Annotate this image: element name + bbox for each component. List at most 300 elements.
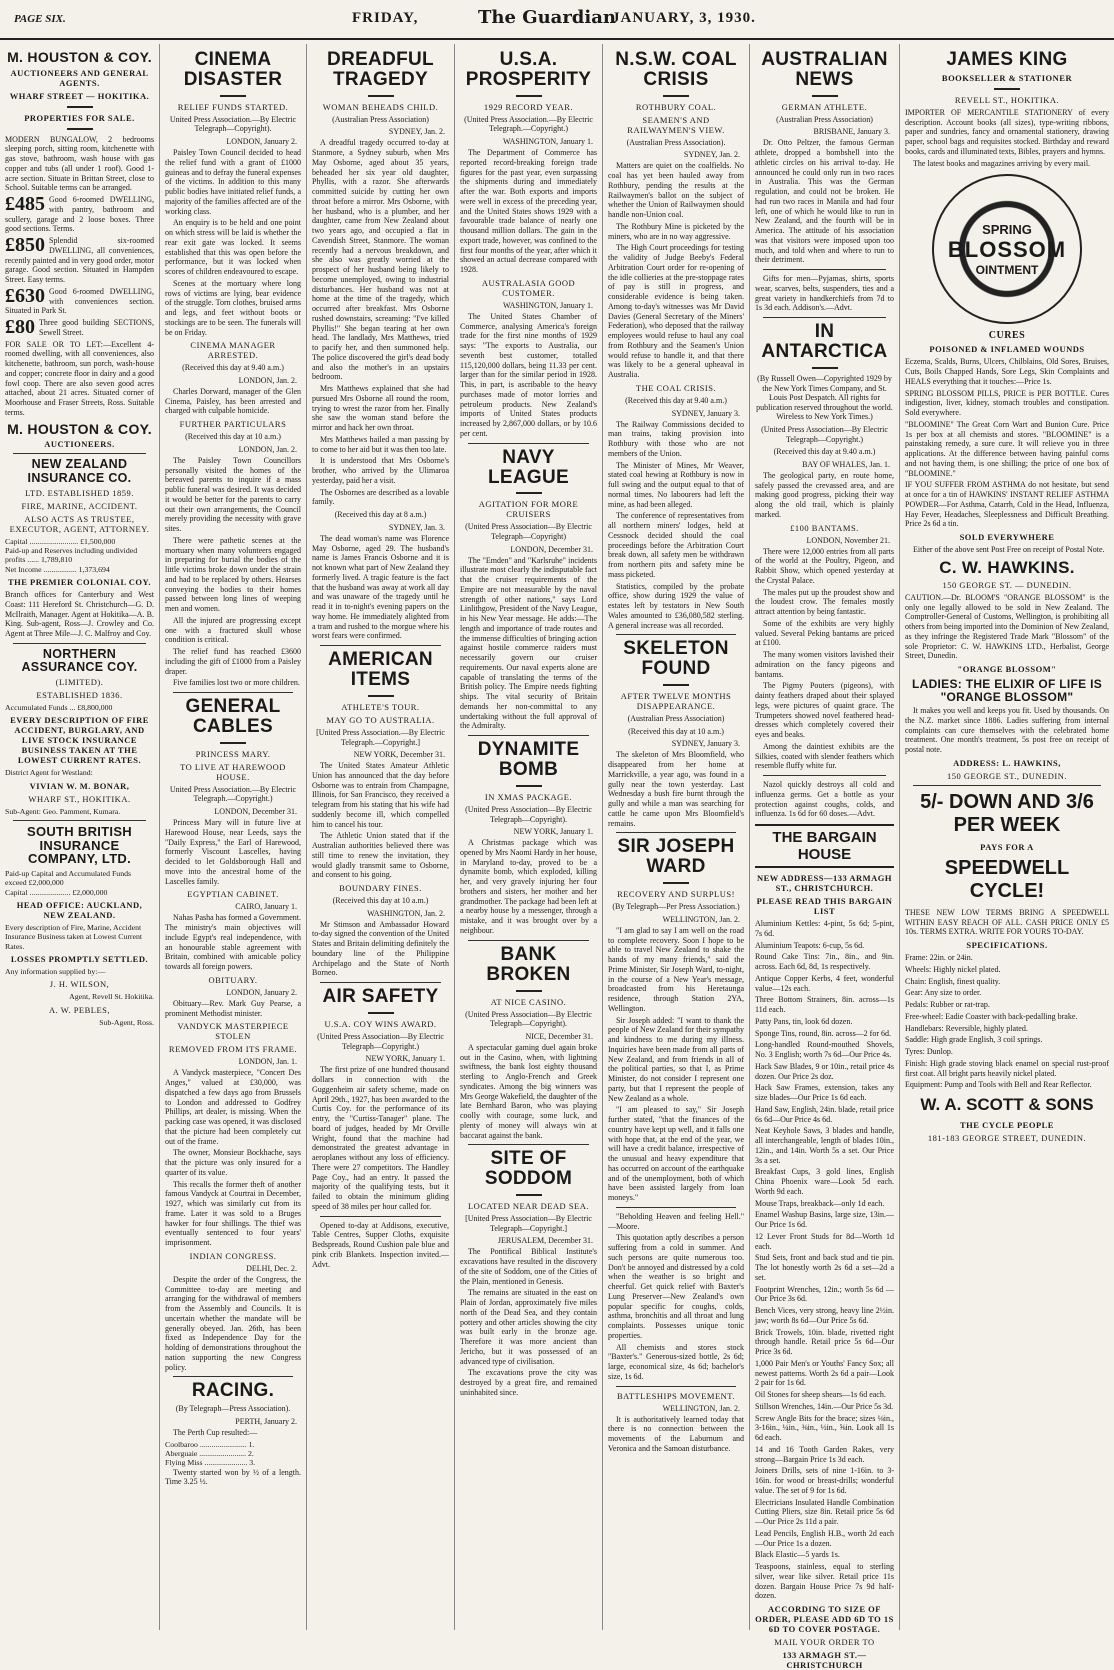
subhead: AUSTRALASIA GOOD CUSTOMER. xyxy=(481,277,576,298)
divider xyxy=(220,95,246,97)
dateline: BAY OF WHALES, Jan. 1. xyxy=(802,459,890,469)
headline-usa-prosperity: U.S.A. PROSPERITY xyxy=(465,49,592,90)
bargain-item: Aluminium Teapots: 6-cup, 5s 6d. xyxy=(755,940,865,950)
article-text: Mr Stimson and Ambassador Howard to-day signed the convention of the United States and Britain delimiting definitely the boundary line of the Philippine Archipelago and the State of North Borneo. xyxy=(312,919,449,978)
bargain-item: 12 Lever Front Studs for 8d—Worth 1d each. xyxy=(755,1231,894,1251)
subhead: THE COAL CRISIS. xyxy=(635,382,717,393)
bargain-item: Mouse Traps, breakback—only 1d each. xyxy=(755,1198,885,1208)
article-text: This recalls the former theft of another famous Vandyck at Courtrai in December, 1927, which was similarly cut from its frame. Later it was sold to a Bruges hawker for four shillings. The thief was eventually sentenced to four years' imprisonment. xyxy=(165,1179,301,1248)
dateline: SYDNEY, Jan. 3. xyxy=(388,522,445,532)
article-text: The geological party, en route home, safely passed the crevassed area, and are making good progress, picking their way along the old trail, which is plainly marked. xyxy=(755,470,894,519)
divider xyxy=(663,684,689,686)
south-british-agent1b: Agent, Revell St. Hokitika. xyxy=(69,992,154,1002)
specifications-heading: SPECIFICATIONS. xyxy=(966,940,1048,951)
article-text: Mrs Matthews explained that she had pursued Mrs Osborne all round the room, trying to wrest the razor from her. Finally she saw the woman stand before the mirror and hack her own throat. xyxy=(312,384,449,433)
james-king-text: IMPORTER OF MERCANTILE STATIONERY of every description. Account books (all sizes), type-writing ribbons, paper and sundries, fancy and ornamental stationery, drawing paper, school bags and requisites stocked. Birthday and reward books, cards and illuminated texts, Bibles, prayers and hymns. xyxy=(905,107,1109,156)
credit: (Received this day at 9.40 a.m.) xyxy=(625,395,727,405)
divider xyxy=(812,367,838,369)
article-text: The Minister of Mines, Mr Weaver, stated coal hewing at Rothbury is now in full swing and the output equal to that of normal times. No labourers had left the mine, as had been alleged. xyxy=(608,460,744,509)
divider xyxy=(220,742,246,744)
headline-australian-news: AUSTRALIAN NEWS xyxy=(761,49,888,90)
dateline: SYDNEY, January 3. xyxy=(671,408,740,418)
credit: (Australian Press Association) xyxy=(332,114,429,124)
divider xyxy=(13,643,146,644)
cycle-text: THESE NEW LOW TERMS BRING A SPEEDWELL WITHIN EASY REACH OF ALL. CASH PRICE ONLY £5 10s. TERMS EXTRA. WRITE FOR YOURS TO-DAY. xyxy=(905,907,1109,937)
headline-cinema-disaster: CINEMA DISASTER xyxy=(183,49,283,90)
orange-blossom: "ORANGE BLOSSOM" xyxy=(957,664,1057,675)
credit: (United Press Association—By Electric Telegraph—Copyright). xyxy=(465,805,592,824)
article-text: Charles Dorward, manager of the Glen Cinema, Paisley, has been arrested and charged with culpable homicide. xyxy=(165,386,301,416)
subhead: AFTER TWELVE MONTHS DISAPPEARANCE. xyxy=(620,691,732,712)
article-text: The Railway Commissions decided to man trains, taking provision into Rothbury with those who are not members of the Union. xyxy=(608,419,744,458)
article-text: The Paisley Town Councillors personally visited the homes of the bereaved parents to inquire if a mass public funeral was desired. It was decided it would be better for the parents to carry out their own arrangements, the Council merely providing the necessity with grave sites. xyxy=(165,455,301,533)
article-text: Paisley Town Council decided to head the relief fund with a grant of £1000 guineas and to defray the funeral expenses of the victims. In addition to this many public bodies have initiated relief funds, a majority of the families affected are of the working class. xyxy=(165,148,301,216)
article-text: The excavations prove the city was destroyed by a great fire, and remained uninhabited since. xyxy=(460,1368,597,1397)
dateline: LONDON, Jan. 2. xyxy=(238,375,297,385)
credit: United Press Association.—By Electric Telegraph.—Copyright.) xyxy=(169,784,297,804)
subhead: GERMAN ATHLETE. xyxy=(781,101,868,112)
divider xyxy=(763,775,886,776)
hawkins-name: C. W. HAWKINS. xyxy=(939,557,1075,577)
article-text: The United States Chamber of Commerce, analysing America's foreign trade for the first nine months of 1929 says: "The exports to Australia, our seventh best customer, totalled 115,120,000 dollars, being 11.33 per cent. larger than for the similar period in 1928. This, in part, is ascribable to the heavy purchases made of motor lorries and petroleum products. New Zealand's imports of United States products increased by 2,867,000 dollars, or by 10.6 per cent. xyxy=(460,311,597,438)
subhead: AGITATION FOR MORE CRUISERS xyxy=(478,499,579,520)
newspaper-title: The Guardian xyxy=(478,7,616,28)
subhead: BATTLESHIPS MOVEMENT. xyxy=(616,1390,735,1401)
northern-assurance-agent-name: VIVIAN W. M. BONAR, xyxy=(29,780,130,791)
logo-text: SPRING xyxy=(982,221,1032,237)
article-text: "I am glad to say I am well on the road to complete recovery. Soon I hope to be able to travel New Zealand to shake the hands of my many friends," said the Prime Minister, Sir Joseph Ward, to-night, in the course of a New Year's message, broadcasted from his Heretaunga residence, through Station 2YA, Wellington. xyxy=(608,925,744,1013)
article-text: Scenes at the mortuary where long rows of victims are lying, bear evidence of the struggle. Torn clothes, bruised arms and legs, and feet without boots or stockings are to be seen. The funerals will be on Friday. xyxy=(165,278,301,337)
credit: (Received this day at 8 a.m.) xyxy=(334,510,427,520)
divider xyxy=(13,453,146,454)
divider xyxy=(994,88,1020,90)
credit: (By Telegraph—Press Association). xyxy=(175,1404,291,1414)
bargain-item: Joiners Drills, sets of nine 1-16in. to 3-16in. for wood or breast-drills; wonderful value. The set of 9 for 1s 6d. xyxy=(755,1466,894,1495)
article-text: Statistics, compiled by the probate office, show during 1929 the value of estates left by testators in New South Wales amounted to £36,080,582 sterling. A general increase was all recorded. xyxy=(608,581,744,630)
baxters-advert: All chemists and stores stock "Baxter's." Generous-sized bottle, 2s 6d; large, economical size, 4s 6d; bachelor's size, 1s 6d. xyxy=(608,1342,744,1381)
article-text: The owner, Monsieur Bockhache, says that the picture was only insured for a quarter of its value. xyxy=(165,1148,301,1177)
bargain-item: Antique Copper Kerbs, 4 feet, wonderful value—12s each. xyxy=(755,973,894,993)
property-for-sale-or-let: FOR SALE OR TO LET:—Excellent 4-roomed dwelling, with all conveniences, also kitchenette, bathroom, sun porch, wash-house and copper; concrete floor in dairy and a good fowl coop. There are also seven good acres attached, about 21 acres. Situated corner of Moorhouse and Fraser Streets, Ross. Suitable terms. xyxy=(5,339,154,417)
asthma-text: IF YOU SUFFER FROM ASTHMA do not hesitate, but send at once for a tin of HAWKINS' INSTANT RELIEF ASTHMA POWDER—For Asthma, Catarrh, Cold in the Head, Influenza, Hay Fever, Headaches, Sleeplessness and Difficult Breathing. Price 2s 6d a tin. xyxy=(905,480,1109,529)
dateline: SYDNEY, January 3. xyxy=(671,739,740,749)
divider xyxy=(616,832,736,833)
pays-for: PAYS FOR A xyxy=(980,841,1034,852)
northern-assurance-heading: NORTHERN ASSURANCE COY. xyxy=(21,646,138,674)
article-text: It is understood that Mrs Osborne's brother, who arrived by the Ulimaroa yesterday, paid her a visit. xyxy=(312,456,449,485)
subhead: SEAMEN'S AND RAILWAYMEN'S VIEW. xyxy=(627,114,725,135)
houston-subheading: AUCTIONEERS AND GENERAL AGENTS. xyxy=(10,67,149,88)
bargain-item: Aluminium Kettles: 4-pint, 5s 6d; 5-pint, 7s 6d. xyxy=(755,919,894,938)
race-result: Aberguaie ........................ 2. xyxy=(165,1448,254,1458)
article-text: The many women visitors lavished their admiration on the fancy pigeons and bantams. xyxy=(755,650,894,679)
article-text: The relief fund has reached £3600 including the gift of £1000 from a Paisley draper. xyxy=(165,647,301,676)
south-british-capital: Capital ..................... £2,000,000 xyxy=(5,887,108,897)
bargain-item: 14 and 16 Tooth Garden Rakes, very strong—Bargain Price 1s 3d each. xyxy=(755,1444,894,1464)
divider xyxy=(516,785,542,787)
column-7-advertisements xyxy=(900,44,1114,1630)
article-text: The skeleton of Mrs Bloomfield, who disappeared from her home at Marrickville, a year ago, was found in a gully near the town yesterday. Last Wednesday a bush fire burnt through the gully and while a man was searching for cattle he came upon Mrs Bloomfield's remains. xyxy=(608,750,744,828)
subhead: FURTHER PARTICULARS xyxy=(179,419,287,430)
addisons-gifts-advert: Gifts for men—Pyjamas, shirts, sports wear, scarves, belts, suspenders, ties and a great variety in handkerchiefs from 7d to 1s 3d each. Addison's.—Advt. xyxy=(755,274,894,313)
hawkins-address: 150 GEORGE ST. — DUNEDIN. xyxy=(942,579,1072,590)
bloomine-text: "BLOOMINE" The Great Corn Wart and Bunion Cure. Price 1s per box at all chemists and stores. "BLOOMINE" is a painstaking remedy, a sure cure. It will relieve you in three applications. At the difference between having painful corns and not having them, is one shilling; the price of one box of "BLOOMINE." xyxy=(905,419,1109,478)
northern-assurance-ltd: (LIMITED). xyxy=(55,677,104,687)
article-text: Nahas Pasha has formed a Government. The ministry's main objectives will include Egypt's real independence, with an honourable stable agreement with Britain, combined with amicable policy towards all foreign powers. xyxy=(165,913,301,972)
divider xyxy=(616,1386,736,1387)
divider xyxy=(763,269,886,270)
credit: (United Press Association—By Electric Telegraph—Copyright) xyxy=(465,522,592,542)
nz-insurance-also: ALSO ACTS AS TRUSTEE, EXECUTOR, AGENT, ATTORNEY. xyxy=(9,513,150,534)
article-text: The Perth Cup resulted:— xyxy=(173,1427,258,1437)
article-text: A Vandyck masterpiece, "Concert Des Anges," valued at £30,000, was dispatched a few days ago from Brussels to London and addressed to Godfrey Phillips, art dealer, is missing. When the packing case was opened, it was disclosed that the picture had been completely cut out of the frame. xyxy=(165,1068,301,1146)
northern-assurance-sub: Sub-Agent: Geo. Pamment, Kumara. xyxy=(5,806,121,816)
article-text: Some of the exhibits are very highly valued. Several Peking bantams are priced at £100. xyxy=(755,618,894,648)
bargain-item: Three Bottom Strainers, 8in. across—1s 11d each. xyxy=(755,995,894,1015)
divider xyxy=(13,820,146,821)
credit: (Australian Press Association) xyxy=(776,114,873,124)
credit: (United Press Association—By Electric Telegraph—Copyright.) xyxy=(761,425,888,444)
subhead: ATHLETE'S TOUR. xyxy=(341,701,420,712)
article-text: The Athletic Union stated that if the Australian authorities believed there was still time to renew the invitation, they would gladly transmit same to Osborne, and consent to his going. xyxy=(312,831,449,880)
dateline: NICE, December 31. xyxy=(525,1031,593,1041)
bargain-item: Teaspoons, stainless, equal to sterling silver, wear like silver. Retail price 11s dozen. Bargain House Price 7s 9d half-dozen. xyxy=(755,1562,894,1601)
article-text: The Osbornes are described as a lovable family. xyxy=(312,487,449,507)
headline-skeleton-found: SKELETON FOUND xyxy=(623,638,729,680)
masthead-date: JANUARY, 3, 1930. xyxy=(612,10,756,26)
properties-heading: PROPERTIES FOR SALE. xyxy=(24,112,135,123)
article-text: The dead woman's name was Florence May Osborne, aged 29. The husband's name is James Francis Osborne and it is not known what part of New Zealand they formerly lived. A tragic feature is the fact that the husband was away at work all day and was unaware of the tragedy until he read it in to-night's evening papers on the way home. He immediately alighted from a tram and rushed to the morgue where his worst fears were confirmed. xyxy=(312,533,449,641)
dateline: BRISBANE, January 3. xyxy=(813,127,890,137)
james-king-text: The latest books and magazines arriving by every mail. xyxy=(913,158,1091,168)
credit: (United Press Association.—By Electric Telegraph.—Copyright.) xyxy=(464,114,593,134)
credit: (Received this day at 9.40 a.m.) xyxy=(773,447,876,457)
ladies-text: It makes you well and keeps you fit. Used by thousands. On the N.Z. market since 1886. Ladies suffering from internal complaints can cure themselves with the celebrated home treatment. One month's treatment, 5s post free on receipt of postal note. xyxy=(905,706,1109,755)
article-text: All the injured are progressing except one with a fractured skull whose condition is critical. xyxy=(165,615,301,645)
bargain-house-list-heading: PLEASE READ THIS BARGAIN LIST xyxy=(756,896,893,917)
credit: (Received this day at 10 a.m.) xyxy=(185,432,281,442)
spec-item: Pedals: Rubber or rat-trap. xyxy=(905,1000,990,1010)
spec-item: Equipment: Pump and Tools with Bell and Rear Reflector. xyxy=(905,1080,1092,1090)
dateline: SYDNEY, Jan. 2. xyxy=(683,150,740,160)
divider xyxy=(320,982,441,983)
credit: (By Telegraph—Per Press Association.) xyxy=(612,902,740,912)
bargain-item: Electricians Insulated Handle Combination Cutting Pliers, size 8in. Retail price 5s 6d—Our Price 2s 11d a pair. xyxy=(755,1497,894,1527)
property-850: £850 Splendid six-roomed DWELLING, all conveniences, recently painted and in very good order, motor garage. Good section. Situated in Hampden Street. Easy terms. xyxy=(5,234,154,285)
nz-insurance-heading: NEW ZEALAND INSURANCE CO. xyxy=(27,457,132,485)
headline-general-cables: GENERAL CABLES xyxy=(185,696,281,737)
bargain-item: Lead Pencils, English H.B., worth 2d each—Our Price 1s a dozen. xyxy=(755,1528,894,1548)
dateline: DELHI, Dec. 2. xyxy=(246,1263,297,1273)
article-text: Five families lost two or more children. xyxy=(173,678,300,688)
bargain-item: Bench Vices, very strong, heavy line 2½in. jaw; worth 8s 6d—Our Price 5s 6d. xyxy=(755,1306,894,1325)
baxters-advert: This quotation aptly describes a person suffering from a cold in summer. And such persons are quite numerous too. Don't be annoyed and distressed by a cold when the weather is so bright and cheerful. Get quick relief with Baxter's Lung Preserver—New Zealand's own popular specific for coughs, colds, asthma, bronchitis and all throat and lung complaints. Possesses unique tonic properties. xyxy=(608,1233,744,1340)
james-king-heading: JAMES KING xyxy=(946,49,1068,70)
cures-heading: CURES xyxy=(988,330,1026,342)
sold-everywhere: SOLD EVERYWHERE xyxy=(959,532,1055,543)
headline-bank-broken: BANK BROKEN xyxy=(486,943,571,985)
divider xyxy=(173,692,293,693)
subhead: PRINCESS MARY. xyxy=(195,748,271,759)
divider xyxy=(368,695,394,697)
spec-item: Chain: English, finest quality. xyxy=(905,976,1001,986)
nz-insurance-branch: Branch offices for Canterbury and West Coast: 111 Hereford St. Christchurch—G. D. McIlraith, Manager. Agent at Hokitika—A. B. King. Sub-agent, Ross—J. Crowley and Co. Agent at Three Mile—J. C. Malfroy and Coy. xyxy=(5,590,154,638)
spec-item: Tyres: Dunlop. xyxy=(905,1047,953,1057)
dateline: WASHINGTON, January 1. xyxy=(502,137,593,147)
hawkins-address-line: ADDRESS: L. HAWKINS, xyxy=(953,757,1061,768)
credit: United Press Association.—By Electric Telegraph—Copyright). xyxy=(169,114,297,134)
spec-item: Gear: Any size to order. xyxy=(905,988,982,998)
divider xyxy=(468,735,589,736)
credit: (United Press Association—By Electric Telegraph—Copyright.) xyxy=(317,1032,444,1051)
subhead: MAY GO TO AUSTRALIA. xyxy=(326,714,435,725)
column-6-australian-news xyxy=(750,44,900,1670)
article-text: Despite the order of the Congress, the Committee to-day are meeting and arranging for the withdrawal of members from the Assembly and Councils. It is uncertain whether the mandate will be generally obeyed. Jan. 26th, has been fixed as Independence Day for the holding of demonstrations throughout the nation supporting the new Congress policy. xyxy=(165,1274,301,1372)
bargain-item: 1,000 Pair Men's or Youths' Fancy Sox; all newest patterns. Worth 2s 6d a pair—Look 2 pair for 1s 6d. xyxy=(755,1358,894,1388)
south-british-office: HEAD OFFICE: AUCKLAND, NEW ZEALAND. xyxy=(16,899,143,920)
subhead: BOUNDARY FINES. xyxy=(339,883,422,894)
speedwell-cycle: SPEEDWELL CYCLE! xyxy=(944,856,1070,902)
article-text: The Department of Commerce has reported record-breaking foreign trade figures for the past year, even surpassing the shipments during and immediately after the war. Both exports and imports were well in excess of the preceding year, and the United States shows 1929 with a favourable trade balance of nearly one thousand million dollars. The gain in the export trade, however, was confined to the first four months of the year, after which it showed an actual decrease compared with 1928. xyxy=(460,148,597,275)
northern-assurance-funds: Accumulated Funds ... £8,800,000 xyxy=(5,703,113,712)
bargain-list xyxy=(755,919,894,1601)
dateline: NEW YORK, December 31. xyxy=(353,750,445,760)
scott-name: W. A. SCOTT & SONS xyxy=(920,1095,1094,1115)
dateline: CAIRO, January 1. xyxy=(235,902,297,912)
article-text: Sir Joseph added: "I want to thank the people of New Zealand for their sympathy and kindness to me during my illness. Inquiries have been made from all parts of New Zealand, and from friends in all of the political parties, so that I, as Prime Minister, do not consider I represent one party, but that I represent the people of New Zealand as a whole. xyxy=(608,1015,744,1103)
column-5-nsw-coal-crisis xyxy=(603,44,750,1630)
article-text: The High Court proceedings for testing the validity of Judge Beeby's Federal Arbitration Court order for re-opening of the idle collieries at the pre-stoppage rates of pay is still in progress, and considerable evidence is being taken. Among to-day's witnesses was Mr David Davies (General Secretary of the Miners' Federation), who deposed that the railway employees would refuse to haul any coal from Rothbury and the Seamen's Union would refuse to handle it, and that there was likely to be a general upheaval in Australia. xyxy=(608,243,744,380)
dateline: LONDON, January 2. xyxy=(226,987,297,997)
hawkins-address-line: 150 GEORGE ST., DUNEDIN. xyxy=(947,770,1067,781)
headline-dynamite-bomb: DYNAMITE BOMB xyxy=(477,739,580,781)
divider xyxy=(320,1216,441,1217)
credit: (Australian Press Association) xyxy=(627,714,725,724)
article-text: A spectacular gaming duel again broke out in the Casino, when, with lightning swiftness, the bank lost eighty thousand sterling to Anglo-French and Greek syndicates. Among the big winners was Mrs George Wakefield, the daughter of the late Bernhard Baron, who was playing coolly with courage, some luck, and plenty of money will always win at baccarat against the bank. xyxy=(460,1042,598,1140)
credit: (By Russell Owen—Copyrighted 1929 by the New York Times Company, and St. Louis Post Despatch. All rights for publication reserved throughout the world. Wireless to New York Times.) xyxy=(756,374,893,422)
bargain-item: Hand Saw, English, 24in. blade, retail price 6s 6d—Our Price 4s 6d. xyxy=(755,1104,894,1124)
south-british-heading: SOUTH BRITISH INSURANCE COMPANY, LTD. xyxy=(26,824,132,867)
nz-insurance-premier: THE PREMIER COLONIAL COY. xyxy=(7,577,151,587)
subhead: U.S.A. COY WINS AWARD. xyxy=(324,1019,437,1030)
houston-heading: M. HOUSTON & COY. xyxy=(7,49,152,65)
article-text: A dreadful tragedy occurred to-day at Stanmore, a Sydney suburb, when Mrs May Osborne, aged about 35 years, beheaded her six year old daughter, Phyllis, with a razor. She afterwards committed suicide by cutting her own throat before a mirror. Mrs Osborne, with her husband, who is a plumber, and her daughter, came from New Zealand about two years ago, and occupied a flat in Cavendish Street, Stanmore. The woman recently had a nervous breakdown, and she also was greatly worried at the prospect of her husband being likely to become unemployed, owing to industrial disturbances. Her husband was not at home at the time of the tragedy, which occurred after breakfast. Mrs Osborne rushed downstairs, screaming: "I've killed Phyllis!" She began tearing at her own head. The landlady, Mrs Matthews, tried to pacify her, and then summoned help. The police discovered the girl's dead body and also the mother's in an upstairs bedroom. xyxy=(312,138,449,382)
divider xyxy=(516,492,542,494)
subhead: RELIEF FUNDS STARTED. xyxy=(177,101,289,112)
article-text: The conference of representatives from all northern miners' lodges, held at Cessnock decided should the coal proceedings before the Arbitration Court break down, all safety men be withdrawn from northern pits and safety mine be mass picketed. xyxy=(608,511,744,579)
northern-assurance-agent-addr: WHARF ST., HOKITIKA. xyxy=(28,793,131,804)
dateline: WASHINGTON, January 1. xyxy=(502,300,593,310)
northern-assurance-every: EVERY DESCRIPTION OF FIRE ACCIDENT, BURGLARY, AND LIVE STOCK INSURANCE BUSINESS TAKEN AT THE LOWEST CURRENT RATES. xyxy=(10,715,149,766)
article-text: The Rothbury Mine is picketed by the miners, who are in no way aggressive. xyxy=(608,221,744,241)
dateline: LONDON, January 2. xyxy=(226,137,297,147)
bargain-house-address: NEW ADDRESS—133 ARMAGH ST., CHRISTCHURCH. xyxy=(756,873,893,894)
dateline: LONDON, Jan. 1. xyxy=(238,1057,297,1067)
column-3-dreadful-tragedy xyxy=(307,44,455,1630)
subhead: INDIAN CONGRESS. xyxy=(189,1250,277,1261)
bargain-item: Enamel Washup Basins, large size, 13in.—Our Price 1s 6d. xyxy=(755,1210,894,1230)
article-text: Princess Mary will in future live at Harewood House, near Leeds, says the "Daily Express," the Earl of Harewood, formerly Viscount Lascelles, having decided to let Goldsborough Hall and move into the ancestral home of the Lascelles family. xyxy=(165,818,301,886)
headline-american-items: AMERICAN ITEMS xyxy=(328,649,433,690)
divider xyxy=(913,785,1101,786)
article-text: An enquiry is to be held and one point on which stress will be laid is whether the rear exit gate was locked. It seems established that this was open before the performance, but it was locked when scores of children endeavoured to escape. xyxy=(165,218,301,277)
post-free-text: Either of the above sent Post Free on receipt of Postal Note. xyxy=(913,545,1105,555)
bargain-house-mail-address: 133 ARMAGH ST.—CHRISTCHURCH xyxy=(782,1650,867,1670)
subhead: CINEMA MANAGER ARRESTED. xyxy=(190,340,276,361)
bargain-item: Patty Pans, tin, look 6d dozen. xyxy=(755,1016,853,1026)
baxters-advert-quote: "Beholding Heaven and feeling Hell." —Moore. xyxy=(608,1211,744,1231)
bargain-item: Stillson Wrenches, 14in.—Our Price 5s 3d. xyxy=(755,1401,894,1411)
addisons-advert: Opened to-day at Addisons, executive, Table Centres, Supper Cloths, exquisite Bedspreads, Round Cushion pale blue and pink crib Blankets. Inspection invited.—Advt. xyxy=(312,1220,449,1269)
headline-sir-joseph-ward: SIR JOSEPH WARD xyxy=(617,836,735,878)
bargain-item: Hack Saw Frames, extension, takes any size blades—Our Price 1s 6d each. xyxy=(755,1083,894,1103)
bargain-item: Screw Angle Bits for the brace; sizes ⅛in., 3-16in., ¼in., ⅜in., ½in., ⅝in. Look all 1s 6d each. xyxy=(755,1413,894,1443)
south-british-agent2: A. W. PEBLES, xyxy=(48,1004,111,1015)
dateline: LONDON, December 31. xyxy=(510,544,593,554)
logo-text: BLOSSOM xyxy=(947,236,1067,262)
houston-address: WHARF STREET — HOKITIKA. xyxy=(9,90,150,101)
cycle-terms: 5/- DOWN AND 3/6 PER WEEK xyxy=(920,790,1094,836)
divider xyxy=(468,1144,589,1145)
northern-assurance-est: ESTABLISHED 1836. xyxy=(36,690,123,700)
credit: (Received this day at 10 a.m.) xyxy=(332,896,429,906)
spec-item: Finish: High grade stoving black enamel on special rust-proof first coat. All bright parts heavily nickel plated. xyxy=(905,1058,1109,1078)
headline-racing: RACING. xyxy=(191,1380,275,1402)
page-number: PAGE SIX. xyxy=(14,13,66,25)
subhead: WOMAN BEHEADS CHILD. xyxy=(322,101,439,112)
article-text: Twenty started won by ½ of a length. Time 3.25 ½. xyxy=(165,1467,301,1487)
credit: (Received this day at 10 a.m.) xyxy=(628,726,724,736)
spec-item: Saddle: High grade English, 3 coil springs. xyxy=(905,1035,1043,1045)
subhead: OBITUARY. xyxy=(208,974,258,985)
bargain-house-mail: MAIL YOUR ORDER TO xyxy=(774,1637,875,1648)
divider xyxy=(173,1376,293,1377)
article-text: The United States Amateur Athletic Union has announced that the day before Osborne was to entrain from Champagne, Illinois, for San Francisco, they received a telegram from his stating that his wife had suddenly become ill, which compelled him to cancel his tour. xyxy=(312,761,449,829)
bargain-item: Oil Stones for sheep shears—1s 6d each. xyxy=(755,1390,886,1400)
divider xyxy=(616,634,736,635)
dateline: WASHINGTON, Jan. 2. xyxy=(367,908,445,918)
bargain-item: Hack Saw Blades, 9 or 10in., retail price 4s dozen. Our Price 2s doz. xyxy=(755,1061,894,1081)
poisoned-heading: POISONED & INFLAMED WOUNDS xyxy=(929,344,1085,355)
masthead xyxy=(0,0,1114,40)
article-text: The Pigmy Pouters (pigeons), with dainty feathers draped about their splayed legs, were pictures of quaint grace. The Trumpeters showed novel feathered head-dresses which completely covered their eyes and beaks. xyxy=(755,681,894,740)
james-king-sub: BOOKSELLER & STATIONER xyxy=(941,72,1073,83)
subhead: IN XMAS PACKAGE. xyxy=(484,792,573,802)
nz-insurance-paid: Paid-up and Reserves including undivided profits ...... 1,789,810 xyxy=(5,545,138,565)
bargain-item: Footprint Wrenches, 12in.; worth 5s 6d —Our Price 3s 6d. xyxy=(755,1284,894,1304)
article-text: The "Emden" and "Karlsruhe" incidents illustrate most clearly the indisputable fact that the cruiser requirements of the Empire are not measurable by the naval strength of other nations," says Lord Linlithgow, President of the Navy League, in his New Year message. He adds:—The length and importance of trade routes and the immense difficulties of bringing action against hostile commerce raiders must necessarily govern our cruiser requirements. Our naval experts alone are capable of translating the terms of the British policy. The Empire needs fighting ships. The vital security of Britain demands her non-committal to any undertaking without the full approval of the Admiralty. xyxy=(460,555,597,731)
houston-footer-sub: AUCTIONEERS. xyxy=(44,439,115,450)
divider xyxy=(663,95,689,97)
bargain-item: Long-handled Round-mouthed Shovels, No. 3 English; worth 7s 6d—Our Price 4s. xyxy=(755,1040,894,1060)
bargain-item: Brick Trowels, 10in. blade, rivetted right through handle. Retail price 5s 6d—Our Price 3s 6d. xyxy=(755,1327,894,1357)
article-text: Dr. Otto Peltzer, the famous German athlete, dropped a bombshell into the athletic circles on his arrival to-day. He announced he could only run in two races in Australia. This was the German regulation, and could not be broken. He had run two races in Manila and had four left, one of which he would like to run in New Zealand, and the fourth will be in America. The attitude of his association was that visitors were imposed upon too much, and told when and where to run to their detriment. xyxy=(755,138,894,265)
nazol-advert: Nazol quickly destroys all cold and influenza germs. Get a bottle as your protection against coughs, colds, and influenza. 1s 6d for 60 doses.—Advt. xyxy=(755,780,894,819)
race-result: Flying Miss ...................... 3. xyxy=(165,1458,256,1468)
northern-assurance-agent: District Agent for Westland: xyxy=(5,768,93,778)
headline-navy-league: NAVY LEAGUE xyxy=(488,446,569,488)
credit: (Received this day at 9.40 a.m.) xyxy=(182,363,284,373)
article-text: A Christmas package which was opened by Mrs Naomi Hardy in her house, in Maryland to-day, proved to be a dynamite bomb, which exploded, killing her, and very gravely injuring her four brothers and sisters, her mother and her grandmother. The package had been left at a nearby house by a messenger, through a mistake, and it was brought over by a neighbour. xyxy=(460,838,597,935)
ladies-heading: LADIES: THE ELIXIR OF LIFE IS "ORANGE BLOSSOM" xyxy=(911,677,1103,704)
property-80: £80 Three good building SECTIONS, Sewell Street. xyxy=(5,316,154,339)
article-text: The first prize of one hundred thousand dollars in connection with the Guggenheim air safety scheme, made on April 29th., 1927, has been awarded to the Curtis Coy. for the performance of its entry, the "Curtiss-Tanager" plane. The board of judges, headed by Mr Orville Wright, found that the machine had demonstrated the greatest advantage in aeroplanes without any loss of efficiency. There were 27 competitors. The Handley Page Coy., had an entry. It passed the majority of the qualifying tests, but it failed to obtain the minimum gliding speed of 38 miles per hour called for. xyxy=(312,1065,449,1211)
dateline: WELLINGTON, Jan. 2. xyxy=(662,1403,740,1413)
divider xyxy=(763,317,886,318)
subhead: TO LIVE AT HAREWOOD HOUSE. xyxy=(180,761,286,782)
credit: [United Press Association.—By Electric Telegraph.—Copyright.] xyxy=(316,727,445,747)
divider xyxy=(67,128,93,130)
subhead: ROTHBURY COAL. xyxy=(635,101,717,112)
dateline: PERTH, January 2. xyxy=(235,1416,297,1426)
subhead: 1929 RECORD YEAR. xyxy=(483,101,574,112)
divider xyxy=(516,95,542,97)
article-text: There were 12,000 entries from all parts of the world at the Poultry, Pigeon, and Rabbit Show, which opened yesterday at the Crystal Palace. xyxy=(755,546,894,585)
subhead: EGYPTIAN CABINET. xyxy=(187,889,279,900)
subhead: LOCATED NEAR DEAD SEA. xyxy=(467,1201,590,1212)
pills-text: SPRING BLOSSOM PILLS, PRICE is PER BOTTLE. Cures indigestion, liver, kidney, stomach troubles and constipation. Sold everywhere. xyxy=(905,388,1109,418)
spec-item: Frame: 22in. or 24in. xyxy=(905,953,973,963)
houston-footer: M. HOUSTON & COY. xyxy=(7,420,152,437)
page-columns xyxy=(0,44,1114,1670)
spring-blossom-ointment-logo xyxy=(932,174,1082,324)
article-text: Matters are quiet on the coalfields. No coal has yet been hauled away from Rothbury, pending the results at the Railwaymen's ballot on the subject of whether the Union of Railwaymen should handle non-Union coal. xyxy=(608,161,744,220)
column-4-usa-prosperity xyxy=(455,44,603,1630)
divider xyxy=(516,990,542,992)
dateline: NEW YORK, January 1. xyxy=(365,1054,445,1064)
headline-nsw-coal-crisis: N.S.W. COAL CRISIS xyxy=(615,49,737,90)
divider xyxy=(368,95,394,97)
divider xyxy=(67,106,93,108)
bargain-item: Neat Keyhole Saws, 3 blades and handle, all interchangeable, length of blades 10in., 12in., and 14in. Worth 5s a set. Our Price 3s a set. xyxy=(755,1126,894,1165)
dateline: SYDNEY, Jan. 2. xyxy=(388,127,445,137)
ointment-text: Eczema, Scalds, Burns, Ulcers, Chilblains, Old Sores, Bruises, Cuts, Boils Chapped Hands, Sore Legs, Skin Complaints and HEALS everything that it touches:—Price 1s. xyxy=(905,357,1109,386)
article-text: The males put up the proudest show and the loudest crow. The females mostly attract attention by being fantastic. xyxy=(755,587,894,617)
caution-text: CAUTION.—Dr. BLOOM'S "ORANGE BLOSSOM" is the only one legally allowed to be sold in New Zealand. The Comptroller-General of Customs, Wellington, is prohibiting all others from being imported into the Dominion of New Zealand, as they infringe the Registered Trade Mark "Blossom" of the sole Proprietor: C. W. HAWKINS LTD., Herbalist, George Street, Dunedin. xyxy=(905,592,1109,661)
race-result: Coolbaroo ........................ 1. xyxy=(165,1439,255,1449)
south-british-info: Any information supplied by:— xyxy=(5,967,106,977)
nz-insurance-fire: FIRE, MARINE, ACCIDENT. xyxy=(21,500,138,511)
south-british-every: Every description of Fire, Marine, Accident Insurance Business taken at Lowest Current Rates. xyxy=(5,922,143,951)
article-text: Obituary—Rev. Mark Guy Pearse, a prominent Methodist minister. xyxy=(165,998,301,1018)
bargain-item: Round Cake Tins: 7in., 8in., and 9in. across. Each 6d, 8d, 1s respectively. xyxy=(755,952,894,972)
property-bungalow: MODERN BUNGALOW, 2 bedrooms sleeping porch, sitting room, kitchenette with gas stove, bathroom, wash house with gas copper and tubs (all under 1 roof). Good 1-acre section. Situate in Brittan Street, close to School. Suitable terms can be arranged. xyxy=(5,134,154,193)
subhead: £100 BANTAMS. xyxy=(790,522,859,533)
headline-in-antarctica: IN ANTARCTICA xyxy=(761,321,888,363)
divider xyxy=(516,1194,542,1196)
south-british-losses: LOSSES PROMPTLY SETTLED. xyxy=(10,954,149,965)
article-text: Mrs Matthews hailed a man passing by to come to her aid but it was then too late. xyxy=(312,434,449,454)
divider xyxy=(468,940,589,941)
subhead: AT NICE CASINO. xyxy=(490,996,567,1007)
bargain-house-postage: ACCORDING TO SIZE OF ORDER, PLEASE ADD 6D TO 1S 6D TO COVER POSTAGE. xyxy=(755,1604,894,1635)
credit: [United Press Association—By Electric Telegraph—Copyright.] xyxy=(465,1214,592,1233)
dateline: LONDON, November 21. xyxy=(806,535,890,545)
article-text: There were pathetic scenes at the mortuary when many volunteers engaged in preparing for burial the bodies of the little victims broke down under the strain and had to be replaced by others. Hearses conveying the bodies to their homes passed between long lines of weeping men and women. xyxy=(165,535,301,613)
subhead: VANDYCK MASTERPIECE STOLEN xyxy=(177,1021,289,1042)
bargain-item: Breakfast Cups, 3 gold lines, English China Phoenix ware—Look 5d each. Worth 9d each. xyxy=(755,1167,894,1196)
property-485: £485 Good 6-roomed DWELLING, with pantry, bathroom and scullery, garage and 2 loose boxes. Three good sections. Terms. xyxy=(5,193,154,234)
credit: (United Press Association—By Electric Telegraph—Copyright). xyxy=(465,1009,592,1029)
dateline: WELLINGTON, Jan. 2. xyxy=(662,914,740,924)
divider xyxy=(320,645,441,646)
property-630: £630 Good 6-roomed DWELLING, with conveniences section. Situated in Park St. xyxy=(5,284,154,316)
dateline: JERUSALEM, December 31. xyxy=(497,1236,593,1246)
south-british-agent2b: Sub-Agent, Ross. xyxy=(99,1017,154,1027)
spec-item: Free-wheel: Eadie Coaster with back-pedalling brake. xyxy=(905,1011,1078,1021)
column-1-advertisements xyxy=(0,44,160,1630)
article-text: The remains are situated in the east on Plain of Jordan, approximately five miles north of the Dead Sea, and they contain pottery and other articles showing the city was built early in the bronze age. Therefore it was more ancient than Jericho, but it was possessed of an advanced type of civilisation. xyxy=(460,1288,597,1366)
